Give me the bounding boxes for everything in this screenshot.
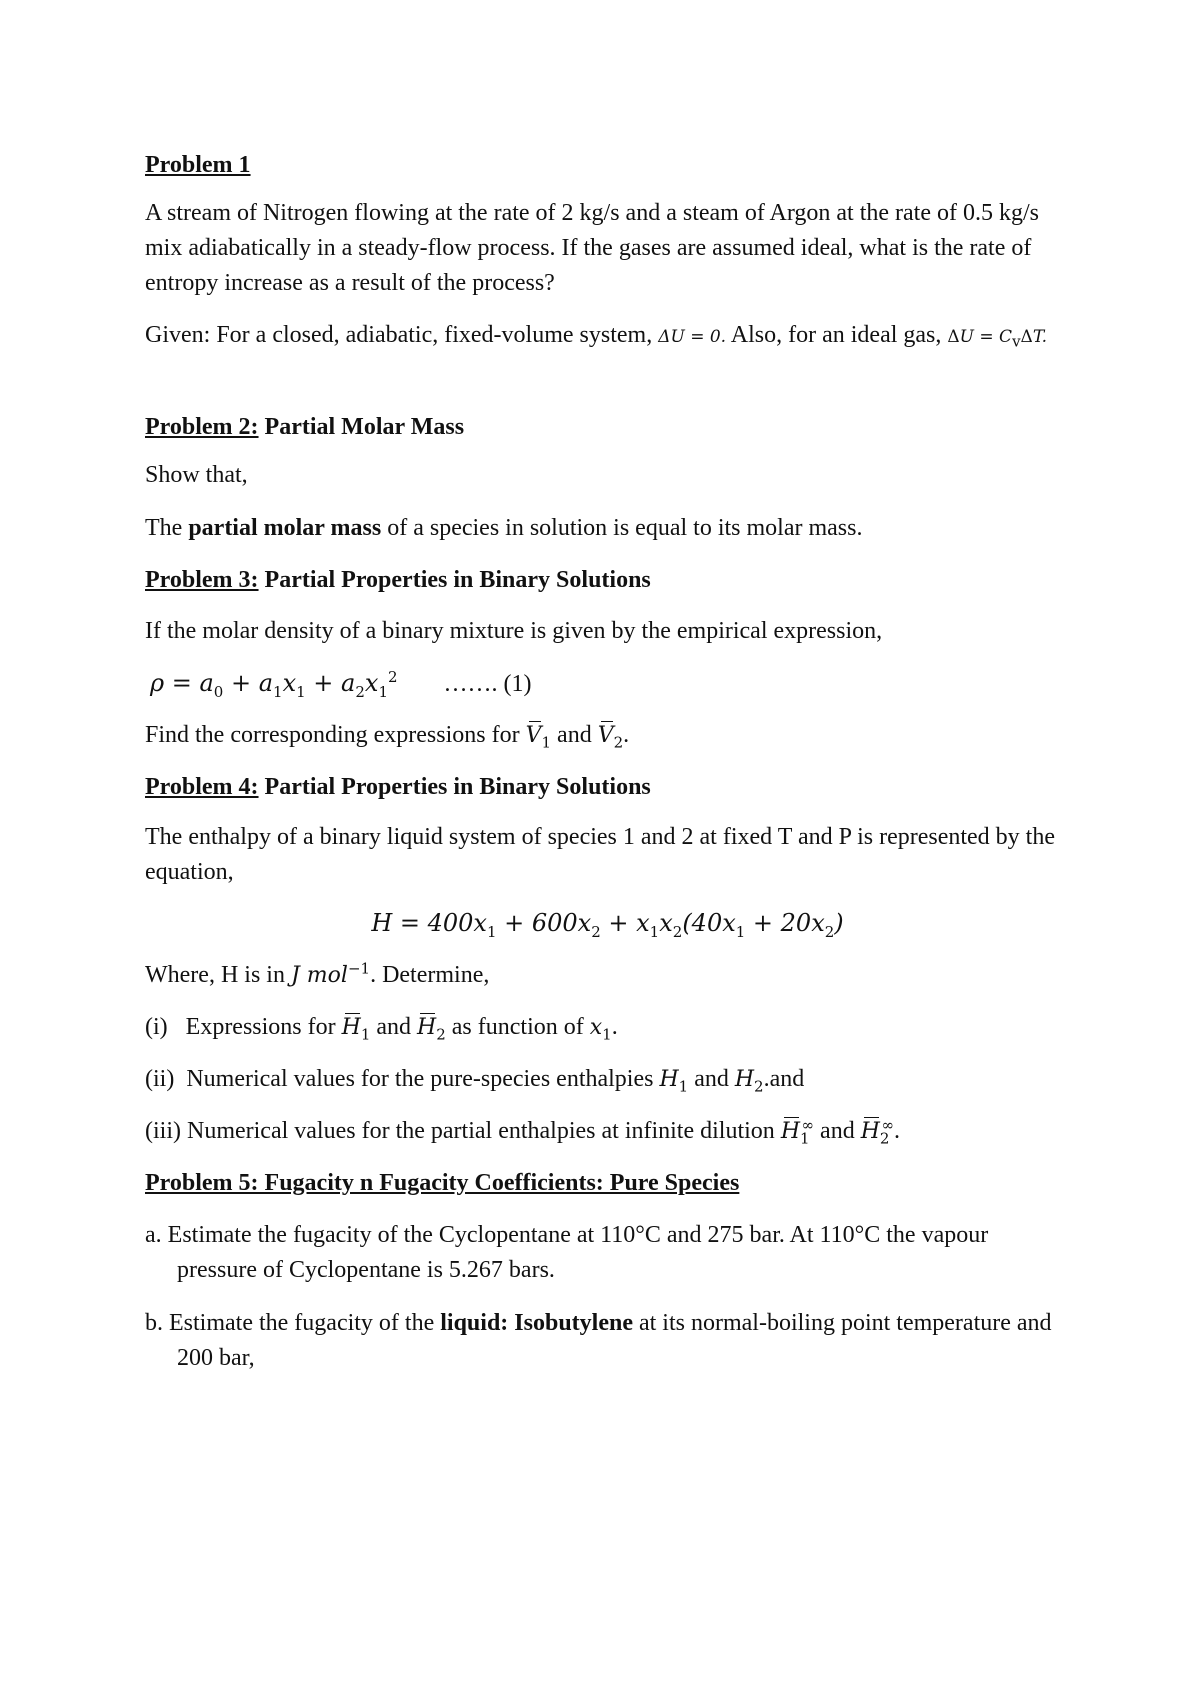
problem-4-part-iii: (iii) Numerical values for the partial enthalpies at infinite dilution $H_1^\infty$ and $H_2^\infty$. (145, 1115, 900, 1148)
problem-5-heading: Problem 5: Fugacity n Fugacity Coefficients: Pure Species (145, 1170, 740, 1196)
problem-4-intro: The enthalpy of a binary liquid system of species 1 and 2 at fixed T and P is represented by the equation, (145, 824, 1055, 885)
equation-label: ……. (1) (443, 671, 532, 697)
problem-3-find: Find the corresponding expressions for $V_1$ and $V_2$. (145, 718, 1070, 753)
problem-3-intro: If the molar density of a binary mixture is given by the empirical expression, (145, 618, 883, 644)
problem-2-heading: Problem 2: Partial Molar Mass (145, 414, 465, 440)
problem-4-part-i: (i) Expressions for $H_1$ and $H_2$ as function of $x_1$. (145, 1010, 1070, 1045)
problem-3-heading: Problem 3: Partial Properties in Binary Solutions (145, 567, 651, 593)
problem-4-part-ii: (ii) Numerical values for the pure-species enthalpies $H_1$ and $H_2.and$ (145, 1066, 805, 1096)
problem-5-part-b: b. Estimate the fugacity of the liquid: Isobutylene at its normal-boiling point temperature and 200 bar, (145, 1310, 1052, 1371)
density-equation: $\rho = a_0 + a_1x_1 + a_2x_1^2$ ……. (1) (150, 668, 532, 701)
problem-1-given: Given: For a closed, adiabatic, fixed-volume system, ΔU = 0. Also, for an ideal gas, $\Delta U = C_v\Delta T$. (145, 322, 1048, 351)
problem-5-part-a: a. Estimate the fugacity of the Cyclopentane at 110°C and 275 bar. At 110°C the vapour pressure of Cyclopentane is 5.267 bars. (145, 1222, 989, 1283)
problem-4-where: Where, H is in J mol$^{-1}$. Determine, (145, 959, 490, 988)
problem-1-heading: Problem 1 (145, 152, 251, 178)
enthalpy-equation: $H = 400x_1 + 600x_2 + x_1x_2(40x_1 + 20x_2)$ (371, 909, 844, 941)
problem-1-body: A stream of Nitrogen flowing at the rate of 2 kg/s and a steam of Argon at the rate of 0.5 kg/s mix adiabatically in a steady-flow process. If the gases are assumed ideal, what is the rate of entropy increase as a result of the process? (145, 200, 1039, 296)
ideal-gas-equation: $\Delta U = C_v\Delta T$. (947, 327, 1048, 351)
problem-2-statement: The partial molar mass of a species in solution is equal to its molar mass. (145, 515, 863, 541)
delta-u-equation: ΔU = 0. (658, 327, 727, 347)
problem-4-heading: Problem 4: Partial Properties in Binary Solutions (145, 774, 651, 800)
problem-2-show: Show that, (145, 462, 248, 488)
